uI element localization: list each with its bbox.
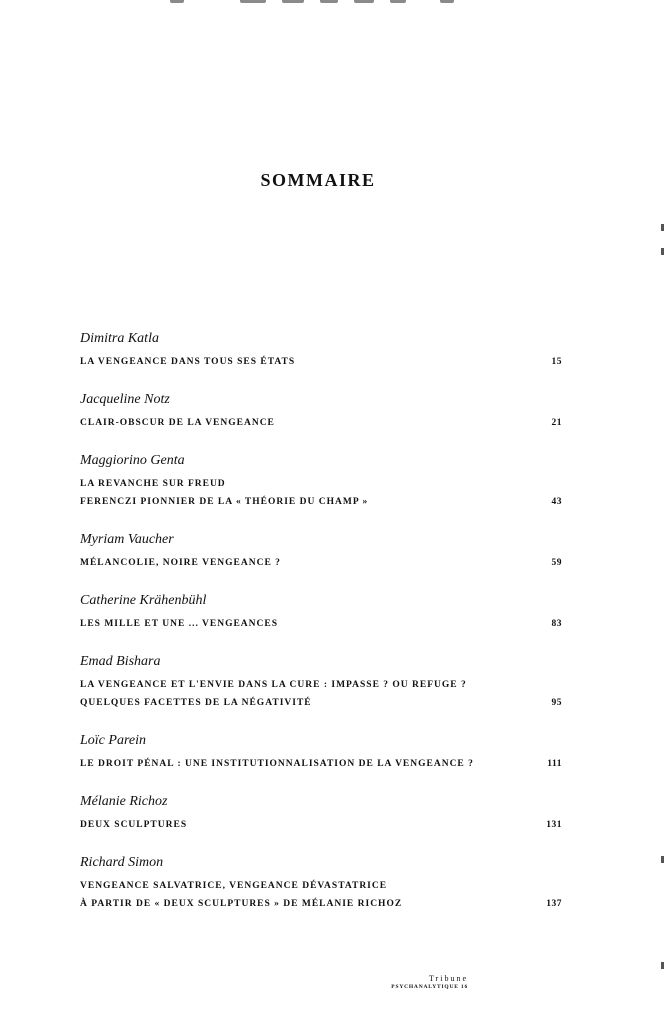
toc-entry bbox=[80, 452, 562, 511]
page-number: 137 bbox=[546, 899, 562, 909]
article-line bbox=[80, 877, 562, 895]
article-line bbox=[80, 816, 562, 834]
author-name: Myriam Vaucher bbox=[80, 532, 174, 547]
toc-entry bbox=[80, 732, 562, 773]
journal-issue: PSYCHANALYTIQUE 16 bbox=[391, 984, 468, 990]
top-edge-marks bbox=[170, 0, 470, 6]
toc-entry bbox=[80, 330, 562, 371]
article-title: À PARTIR DE « DEUX SCULPTURES » DE MÉLANIE RICHOZ bbox=[80, 899, 403, 909]
author-name: Loïc Parein bbox=[80, 733, 146, 748]
author-name: Catherine Krähenbühl bbox=[80, 593, 207, 608]
page-number: 43 bbox=[551, 497, 562, 507]
author-name: Dimitra Katla bbox=[80, 331, 159, 346]
author-name: Jacqueline Notz bbox=[80, 392, 170, 407]
publisher-footer bbox=[358, 974, 468, 992]
article-title: CLAIR-OBSCUR DE LA VENGEANCE bbox=[80, 418, 275, 428]
toc-entry bbox=[80, 592, 562, 633]
article-line bbox=[80, 414, 562, 432]
article-line bbox=[80, 895, 562, 913]
page-number: 111 bbox=[547, 759, 562, 769]
article-title: FERENCZI PIONNIER DE LA « THÉORIE DU CHAMP » bbox=[80, 497, 369, 507]
article-title: LA VENGEANCE ET L'ENVIE DANS LA CURE : IMPASSE ? OU REFUGE ? bbox=[80, 680, 467, 690]
article-title: QUELQUES FACETTES DE LA NÉGATIVITÉ bbox=[80, 698, 312, 708]
article-line bbox=[80, 353, 562, 371]
toc-entry bbox=[80, 793, 562, 834]
article-title: LES MILLE ET UNE ... VENGEANCES bbox=[80, 619, 279, 629]
author-name: Maggiorino Genta bbox=[80, 453, 185, 468]
article-line bbox=[80, 755, 562, 773]
toc-entry bbox=[80, 854, 562, 913]
article-line bbox=[80, 475, 562, 493]
article-title: LA VENGEANCE DANS TOUS SES ÉTATS bbox=[80, 357, 296, 367]
page-number: 83 bbox=[551, 619, 562, 629]
article-line bbox=[80, 493, 562, 511]
author-name: Emad Bishara bbox=[80, 654, 161, 669]
page-title: SOMMAIRE bbox=[260, 170, 376, 190]
article-title: DEUX SCULPTURES bbox=[80, 820, 188, 830]
toc-entry bbox=[80, 531, 562, 572]
page-number: 131 bbox=[546, 820, 562, 830]
page-number: 95 bbox=[551, 698, 562, 708]
article-title: LA REVANCHE SUR FREUD bbox=[80, 479, 226, 489]
article-title: MÉLANCOLIE, NOIRE VENGEANCE ? bbox=[80, 558, 281, 568]
table-of-contents bbox=[80, 330, 562, 933]
page-number: 15 bbox=[551, 357, 562, 367]
page-number: 59 bbox=[551, 558, 562, 568]
page-number: 21 bbox=[551, 418, 562, 428]
article-title: VENGEANCE SALVATRICE, VENGEANCE DÉVASTATRICE bbox=[80, 881, 388, 891]
article-line bbox=[80, 694, 562, 712]
article-line bbox=[80, 615, 562, 633]
toc-entry bbox=[80, 653, 562, 712]
author-name: Mélanie Richoz bbox=[80, 794, 168, 809]
article-title: LE DROIT PÉNAL : UNE INSTITUTIONNALISATION DE LA VENGEANCE ? bbox=[80, 759, 474, 769]
journal-name: Tribune bbox=[428, 974, 468, 983]
toc-entry bbox=[80, 391, 562, 432]
author-name: Richard Simon bbox=[80, 855, 164, 870]
article-line bbox=[80, 676, 562, 694]
article-line bbox=[80, 554, 562, 572]
